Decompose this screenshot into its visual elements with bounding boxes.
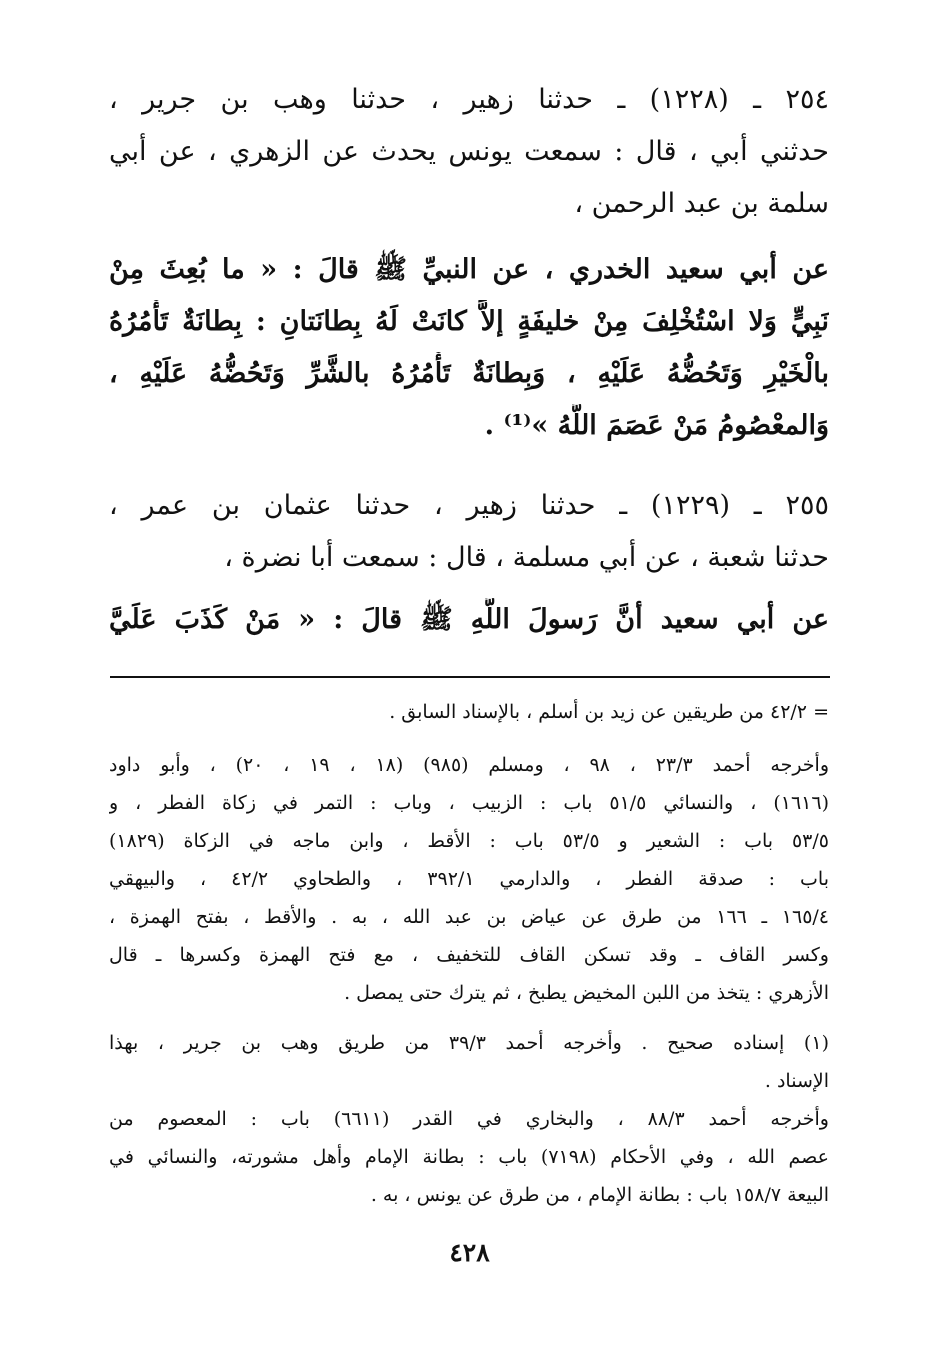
hadith-254-line-2: حدثني أبي ، قال : سمعت يونس يحدث عن الزهري ، عن أبي [109, 136, 829, 167]
footnote-1-line-4: عصم الله ، وفي الأحكام (٧١٩٨) باب : بطانة الإمام وأهل مشورته، والنسائي في [109, 1146, 829, 1168]
footnote-line-1: = ٤٢/٢ من طريقين عن زيد بن أسلم ، بالإسناد السابق . [389, 701, 829, 723]
footnote-1-line-2: الإسناد . [764, 1070, 829, 1092]
footnote-1-line-3: وأخرجه أحمد ٨٨/٣ ، والبخاري في القدر (٦٦١١) باب : المعصوم من [109, 1108, 829, 1130]
footnote-line-8: الأزهري : يتخذ من اللبن المخيض يطبخ ، ثم يترك حتى يمصل . [344, 982, 829, 1004]
hadith-254-matn-line-4: وَالمعْصُومُ مَنْ عَصَمَ اللَّهُ »⁽¹⁾ . [484, 410, 829, 441]
footnote-line-3: (١٦١٦) ، والنسائي ٥١/٥ باب : الزبيب ، وباب : التمر في زكاة الفطر ، و [109, 792, 829, 814]
footnote-line-4: ٥٣/٥ باب : الشعير و ٥٣/٥ باب : الأقط ، وابن ماجه في الزكاة (١٨٢٩) [109, 830, 829, 852]
footnote-line-6: ١٦٥/٤ ـ ١٦٦ من طرق عن عياض بن عبد الله ، به . والأقط ، بفتح الهمزة ، [109, 906, 829, 928]
footnote-line-7: وكسر القاف ـ وقد تسكن القاف للتخفيف ، مع فتح الهمزة وكسرها ـ قال [109, 944, 829, 966]
footnote-1-line-5: البيعة ١٥٨/٧ باب : بطانة الإمام ، من طرق عن يونس ، به . [370, 1184, 829, 1206]
footnote-separator [110, 676, 830, 678]
hadith-254-matn-line-3: بالْخَيْرِ وَتَحُضُّهُ عَلَيْهِ ، وَبِطانَةٌ تَأْمُرُهُ بالشَّرِّ وَتَحُضُّهُ عَلَيْهِ ، [109, 358, 829, 389]
footnote-line-5: باب : صدقة الفطر ، والدارمي ٣٩٢/١ ، والطحاوي ٤٢/٢ ، والبيهقي [109, 868, 829, 890]
hadith-254-line-1: ٢٥٤ ـ (١٢٢٨) ـ حدثنا زهير ، حدثنا وهب بن جرير ، [109, 84, 829, 115]
hadith-255-line-2: حدثنا شعبة ، عن أبي مسلمة ، قال : سمعت أبا نضرة ، [224, 542, 829, 573]
hadith-254-matn-line-1: عن أبي سعيد الخدري ، عن النبيِّ ﷺ قالَ : « ما بُعِثَ مِنْ [109, 254, 829, 285]
hadith-254-matn-line-2: نَبِيٍّ وَلا اسْتُخْلِفَ مِنْ خليفَةٍ إلاَّ كانَتْ لَهُ بِطانَتانِ : بِطانَةٌ تَأْمُرُهُ [109, 306, 829, 337]
page-number: ٤٢٨ [449, 1238, 490, 1267]
hadith-254-line-3: سلمة بن عبد الرحمن ، [574, 188, 829, 219]
footnote-1-line-1: (١) إسناده صحيح . وأخرجه أحمد ٣٩/٣ من طريق وهب بن جرير ، بهذا [109, 1032, 829, 1054]
hadith-255-line-1: ٢٥٥ ـ (١٢٢٩) ـ حدثنا زهير ، حدثنا عثمان بن عمر ، [109, 490, 829, 521]
footnote-line-2: وأخرجه أحمد ٢٣/٣ ، ٩٨ ، ومسلم (٩٨٥) (١٨ ، ١٩ ، ٢٠) ، وأبو داود [109, 754, 829, 776]
hadith-255-matn-line-1: عن أبي سعيد أنَّ رَسولَ اللَّهِ ﷺ قالَ : « مَنْ كَذَبَ عَلَيَّ [109, 604, 829, 635]
